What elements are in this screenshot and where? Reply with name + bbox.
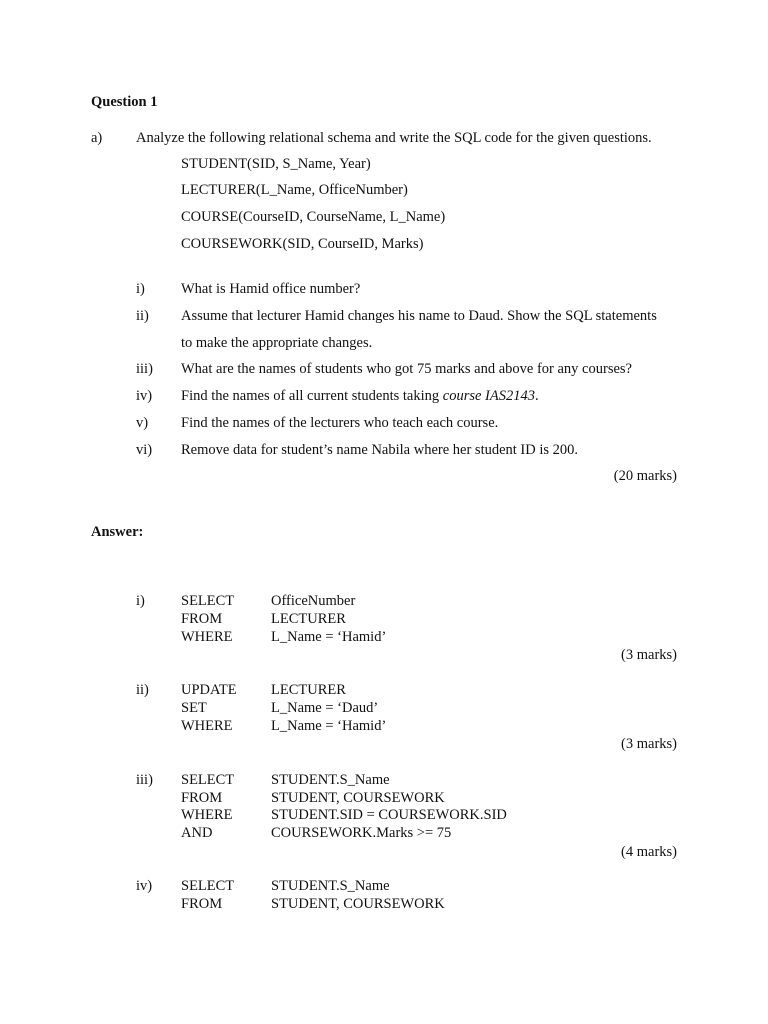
answer-marks: (4 marks) [621,844,677,860]
sql-clause: L_Name = ‘Daud’ [271,700,379,716]
part-label: a) [91,130,103,146]
sql-keyword: SELECT [181,878,235,894]
schema-course: COURSE(CourseID, CourseName, L_Name) [181,209,446,225]
question-text: Remove data for student’s name Nabila where her student ID is 200. [181,442,579,458]
answer-number: iv) [136,878,153,894]
answer-heading: Answer: [91,524,144,540]
question-number: iii) [136,361,153,377]
sql-clause: COURSEWORK.Marks >= 75 [271,825,452,841]
sql-keyword: SET [181,700,207,716]
answer-number: i) [136,593,145,609]
question-text: Assume that lecturer Hamid changes his name to Daud. Show the SQL statements [181,308,657,324]
sql-keyword: WHERE [181,807,233,823]
sql-keyword: FROM [181,790,223,806]
sql-clause: L_Name = ‘Hamid’ [271,629,387,645]
schema-student: STUDENT(SID, S_Name, Year) [181,156,371,172]
question-heading: Question 1 [91,94,158,110]
question-text-part: Find the names of all current students taking [181,388,443,404]
course-code-emphasis: course IAS2143 [442,388,535,404]
answer-marks: (3 marks) [621,647,677,663]
total-marks: (20 marks) [613,468,677,484]
sql-keyword: WHERE [181,629,233,645]
question-number: v) [136,415,149,431]
schema-coursework: COURSEWORK(SID, CourseID, Marks) [181,236,424,252]
answer-marks: (3 marks) [621,736,677,752]
sql-clause: L_Name = ‘Hamid’ [271,718,387,734]
question-text [181,387,539,405]
sql-keyword: SELECT [181,593,235,609]
question-text: Find the names of the lecturers who teach each course. [181,415,499,431]
sql-keyword: SELECT [181,772,235,788]
answer-number: iii) [136,772,153,788]
question-number: i) [136,281,145,297]
sql-keyword: AND [181,825,213,841]
sql-clause: LECTURER [271,611,346,627]
sql-clause: OfficeNumber [271,593,356,609]
answer-number: ii) [136,682,149,698]
question-number: ii) [136,308,149,324]
sql-keyword: UPDATE [181,682,237,698]
sql-clause: STUDENT, COURSEWORK [271,896,445,912]
sql-clause: STUDENT.SID = COURSEWORK.SID [271,807,507,823]
question-text-continued: to make the appropriate changes. [181,335,373,351]
sql-clause: LECTURER [271,682,346,698]
schema-lecturer: LECTURER(L_Name, OfficeNumber) [181,182,408,198]
question-number: vi) [136,442,153,458]
sql-clause: STUDENT, COURSEWORK [271,790,445,806]
question-text-end: . [534,388,539,404]
sql-clause: STUDENT.S_Name [271,772,390,788]
question-text: What is Hamid office number? [181,281,361,297]
sql-keyword: WHERE [181,718,233,734]
question-intro: Analyze the following relational schema and write the SQL code for the given questions. [136,130,652,146]
question-text: What are the names of students who got 75 marks and above for any courses? [181,361,632,377]
question-number: iv) [136,388,153,404]
sql-keyword: FROM [181,611,223,627]
sql-keyword: FROM [181,896,223,912]
sql-clause: STUDENT.S_Name [271,878,390,894]
